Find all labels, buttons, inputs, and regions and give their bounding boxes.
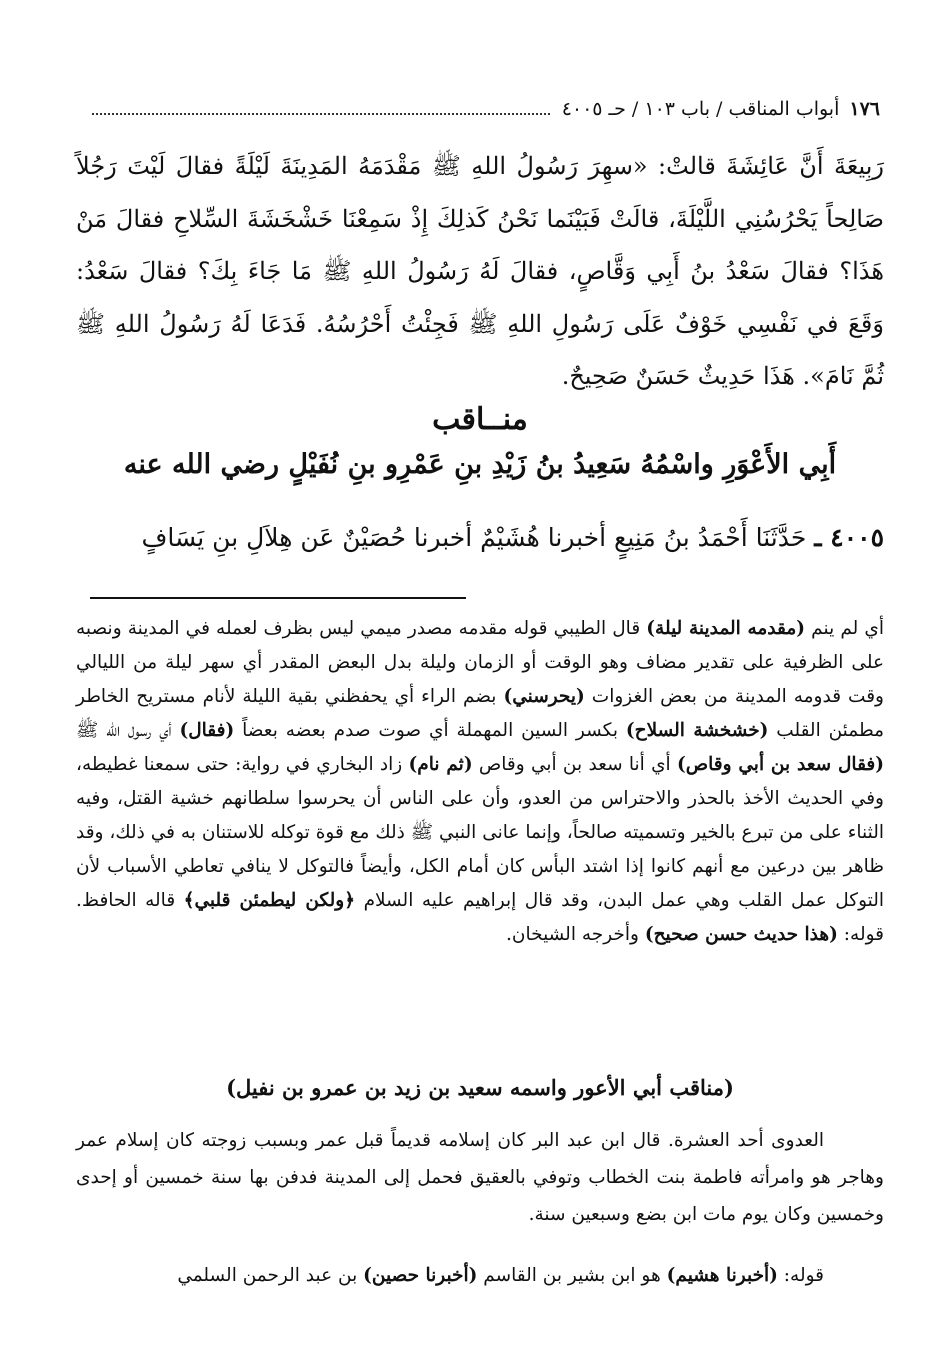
- commentary-text: بن عبد الرحمن السلمي: [177, 1265, 358, 1286]
- section-title: منــاقب: [432, 402, 528, 437]
- footnote-divider: [90, 597, 466, 599]
- commentary-keyword: (أخبرنا حصين): [363, 1265, 478, 1286]
- hadith-number: ٤٠٠٥ ـ: [814, 523, 884, 552]
- commentary-text: قال الطيبي قوله مقدمه مصدر ميمي ليس بظرف لعمله في المدينة ونصبه على الظرفية على تقدير مضاف وهو الوقت أو الزمان وليلة بدل البعض المقدر أي سهر ليلة من الليالي وقت قدومه المدينة من بعض الغزوات: [76, 618, 884, 707]
- commentary-keyword: (فقال): [179, 720, 235, 741]
- commentary-quran-quote: ﴿ولكن ليطمئن قلبي﴾: [183, 890, 356, 911]
- page-header: [80, 92, 880, 126]
- hadith-main-text: رَبِيعَةَ أَنَّ عَائِشَةَ قالتْ: «سهِرَ رَسُولُ اللهِ ﷺ مَقْدَمَهُ المَدِينَةَ لَيْلَةً فقالَ لَيْتَ رَجُلاً صَالِحاً يَحْرُسُنِي اللَّيْلَةَ، قالَتْ فَبَيْنَما نَحْنُ كَذلِكَ إِذْ سَمِعْنَا خَشْخَشَةَ السِّلاحِ فقالَ مَنْ هَذَا؟ فقالَ سَعْدُ بنُ أَبِي وَقَّاصٍ، فقالَ لَهُ رَسُولُ اللهِ ﷺ مَا جَاءَ بِكَ؟ فقالَ سَعْدُ: وَقَعَ في نَفْسِي خَوْفٌ عَلَى رَسُولِ اللهِ ﷺ فَجِئْتُ أَحْرُسُهُ. فَدَعَا لَهُ رَسُولُ اللهِ ﷺ ثُمَّ نَامَ». هَذَا حَدِيثٌ حَسَنٌ صَحِيحٌ.: [76, 152, 884, 390]
- commentary-keyword: (مقدمه المدينة ليلة): [646, 618, 806, 639]
- commentary-text: بكسر السين المهملة أي صوت صدم بعضه بعضاً: [242, 720, 618, 741]
- hadith-4005: [76, 523, 884, 552]
- commentary-text: هو ابن بشير بن القاسم: [483, 1265, 661, 1286]
- page-number: ١٧٦: [849, 98, 880, 120]
- header-dotted-leader: [92, 113, 550, 115]
- commentary-keyword: (يحرسني): [503, 686, 585, 707]
- commentary-keyword: (هذا حديث حسن صحيح): [644, 924, 838, 945]
- section-subtitle: أَبِي الأَعْوَرِ واسْمُهُ سَعِيدُ بنُ زَيْدِ بنِ عَمْرِو بنِ نُفَيْلٍ رضي الله عنه: [123, 449, 837, 480]
- biography-text: العدوى أحد العشرة. قال ابن عبد البر كان إسلامه قديماً قبل عمر وبسبب زوجته كان إسلام عمر وهاجر هو وامرأته فاطمة بنت الخطاب وتوفي بالعقيق فحمل إلى المدينة فدفن بها سنة خمسين أو إحدى وخمسين وكان يوم مات ابن بضع وسبعين سنة.: [76, 1130, 884, 1225]
- commentary-text: قوله:: [783, 1265, 824, 1286]
- commentary: [76, 612, 884, 952]
- commentary-text: أي لم ينم: [811, 618, 885, 639]
- commentary-text: قاله الحافظ. قوله:: [76, 890, 884, 945]
- commentary-text: بضم الراء أي يحفظني بقية الليلة لأنام مستريح الخاطر مطمئن القلب: [76, 686, 885, 741]
- commentary-keyword: (ثم نام): [408, 754, 473, 775]
- commentary-continued: [76, 1257, 884, 1294]
- hadith-chain: حَدَّثَنَا أَحْمَدُ بنُ مَنِيعٍ أخبرنا هُشَيْمٌ أخبرنا حُصَيْنٌ عَن هِلاَلِ بنِ يَسَافٍ: [141, 523, 807, 552]
- commentary-keyword: (أخبرنا هشيم): [666, 1265, 778, 1286]
- commentary-text: أي رسول الله ﷺ: [76, 720, 172, 741]
- commentary-text: وأخرجه الشيخان.: [506, 924, 639, 945]
- commentary-text: أي أنا سعد بن أبي وقاص: [478, 754, 671, 775]
- commentary-text: زاد البخاري في رواية: حتى سمعنا غطيطه، وفي الحديث الأخذ بالحذر والاحتراس من العدو، وأن على الناس أن يحرسوا سلطانهم خشية القتل، وفيه الثناء على من تبرع بالخير وتسميته صالحاً، وإنما عانى النبي ﷺ ذلك مع قوة توكله للاستنان به في ذلك، وقد ظاهر بين درعين مع أنهم كانوا إذا اشتد البأس كان أمام الكل، وأيضاً فالتوكل لا ينافي تعاطي الأسباب لأن التوكل عمل القلب وهي عمل البدن، وقد قال إبراهيم عليه السلام: [76, 754, 884, 911]
- commentary-keyword: (فقال سعد بن أبي وقاص): [677, 754, 885, 775]
- commentary-keyword: (خشخشة السلاح): [625, 720, 769, 741]
- biography-title: (مناقب أبي الأعور واسمه سعيد بن زيد بن عمرو بن نفيل): [226, 1075, 734, 1100]
- running-title: أبواب المناقب / باب ١٠٣ / حـ ٤٠٠٥: [561, 98, 840, 120]
